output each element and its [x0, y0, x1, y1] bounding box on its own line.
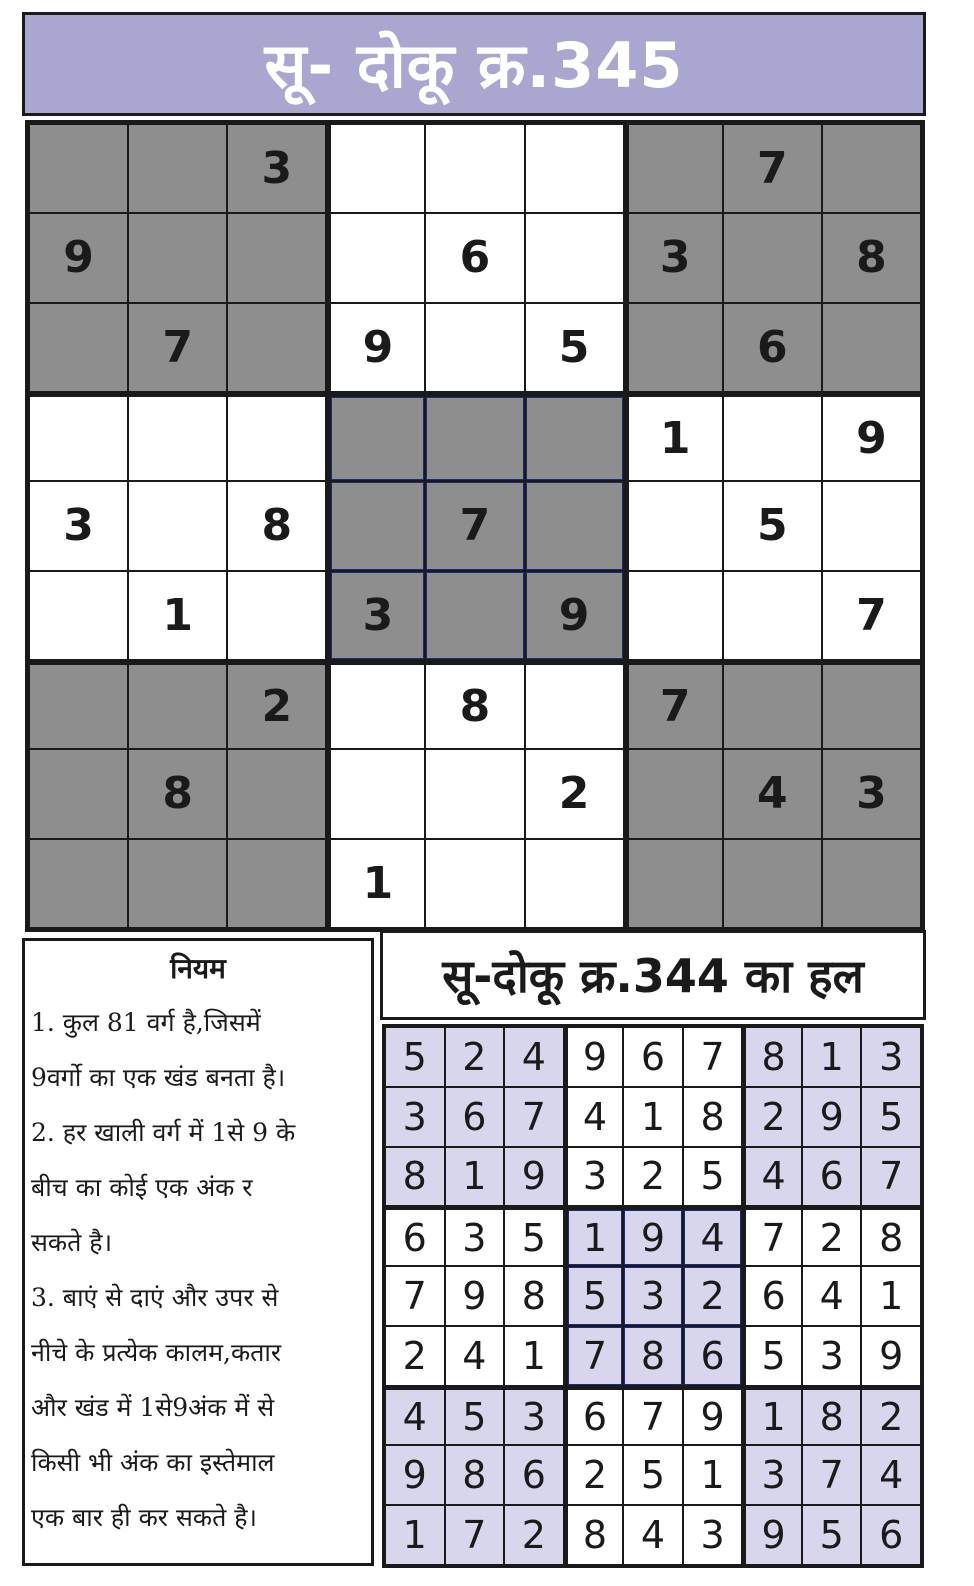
puzzle-cell[interactable] — [228, 397, 325, 480]
puzzle-cell[interactable] — [629, 125, 722, 212]
puzzle-cell: 6 — [724, 304, 821, 391]
solution-cell: 3 — [568, 1148, 623, 1206]
puzzle-cell[interactable] — [823, 125, 920, 212]
puzzle-cell: 4 — [724, 750, 821, 837]
puzzle-cell[interactable] — [629, 572, 722, 659]
puzzle-cell[interactable] — [30, 397, 127, 480]
solution-cell: 1 — [568, 1210, 623, 1265]
solution-cell: 8 — [803, 1390, 861, 1445]
solution-cell: 2 — [624, 1148, 682, 1206]
puzzle-cell[interactable] — [331, 750, 424, 837]
solution-cell: 9 — [446, 1267, 504, 1325]
puzzle-cell[interactable] — [30, 125, 127, 212]
puzzle-cell: 5 — [724, 482, 821, 569]
solution-cell: 8 — [568, 1506, 623, 1564]
solution-cell: 1 — [505, 1327, 563, 1385]
puzzle-cell[interactable] — [629, 750, 722, 837]
puzzle-cell: 3 — [629, 214, 722, 301]
solution-cell: 5 — [803, 1506, 861, 1564]
puzzle-cell: 3 — [228, 125, 325, 212]
rule-line: सकते है। — [31, 1228, 113, 1257]
puzzle-cell[interactable] — [526, 665, 623, 748]
solution-cell: 8 — [505, 1267, 563, 1325]
puzzle-cell[interactable] — [426, 840, 523, 927]
puzzle-cell[interactable] — [331, 125, 424, 212]
puzzle-cell: 9 — [30, 214, 127, 301]
solution-cell: 3 — [446, 1210, 504, 1265]
rule-line: नीचे के प्रत्येक कालम,कतार — [31, 1338, 282, 1367]
solution-cell: 1 — [746, 1390, 801, 1445]
puzzle-cell[interactable] — [228, 750, 325, 837]
solution-cell: 1 — [446, 1148, 504, 1206]
rule-line: 9वर्गो का एक खंड बनता है। — [31, 1063, 286, 1092]
puzzle-cell[interactable] — [526, 214, 623, 301]
solution-cell: 3 — [624, 1267, 682, 1325]
puzzle-cell: 7 — [629, 665, 722, 748]
solution-cell: 9 — [862, 1327, 920, 1385]
solution-cell: 5 — [862, 1088, 920, 1146]
puzzle-cell[interactable] — [629, 840, 722, 927]
solution-cell: 3 — [386, 1088, 444, 1146]
solution-cell: 9 — [505, 1148, 563, 1206]
puzzle-cell[interactable] — [129, 665, 226, 748]
puzzle-cell[interactable] — [228, 214, 325, 301]
solution-title: सू-दोकू क्र.344 का हल — [442, 949, 864, 1003]
solution-cell: 7 — [803, 1446, 861, 1504]
puzzle-cell[interactable] — [30, 750, 127, 837]
solution-cell: 6 — [684, 1327, 742, 1385]
solution-cell: 6 — [568, 1390, 623, 1445]
puzzle-cell: 9 — [526, 572, 623, 659]
puzzle-cell: 9 — [823, 397, 920, 480]
solution-cell: 9 — [386, 1446, 444, 1504]
rule-line: 3. बाएं से दाएं और उपर से — [31, 1283, 279, 1312]
puzzle-cell: 8 — [129, 750, 226, 837]
puzzle-cell[interactable] — [129, 840, 226, 927]
puzzle-cell[interactable] — [629, 482, 722, 569]
solution-cell: 4 — [505, 1028, 563, 1086]
sudoku-puzzle-grid — [25, 120, 925, 932]
solution-cell: 4 — [803, 1267, 861, 1325]
puzzle-cell[interactable] — [526, 125, 623, 212]
solution-cell: 3 — [684, 1506, 742, 1564]
puzzle-cell[interactable] — [526, 840, 623, 927]
puzzle-cell: 3 — [823, 750, 920, 837]
solution-cell: 5 — [684, 1148, 742, 1206]
solution-cell: 8 — [684, 1088, 742, 1146]
puzzle-cell[interactable] — [426, 397, 523, 480]
solution-cell: 4 — [624, 1506, 682, 1564]
puzzle-cell[interactable] — [426, 750, 523, 837]
puzzle-cell: 1 — [331, 840, 424, 927]
solution-cell: 1 — [862, 1267, 920, 1325]
solution-cell: 6 — [446, 1088, 504, 1146]
puzzle-cell[interactable] — [426, 125, 523, 212]
solution-title-box — [380, 930, 926, 1020]
solution-cell: 2 — [746, 1088, 801, 1146]
solution-cell: 7 — [624, 1390, 682, 1445]
solution-cell: 7 — [746, 1210, 801, 1265]
solution-cell: 4 — [446, 1327, 504, 1385]
solution-cell: 4 — [386, 1390, 444, 1445]
puzzle-cell[interactable] — [129, 482, 226, 569]
rule-line: बीच का कोई एक अंक र — [31, 1173, 253, 1202]
puzzle-cell[interactable] — [129, 397, 226, 480]
puzzle-cell[interactable] — [526, 397, 623, 480]
puzzle-cell: 1 — [629, 397, 722, 480]
puzzle-cell: 1 — [129, 572, 226, 659]
puzzle-cell: 3 — [30, 482, 127, 569]
solution-cell: 8 — [386, 1148, 444, 1206]
solution-cell: 1 — [624, 1088, 682, 1146]
solution-cell: 2 — [505, 1506, 563, 1564]
solution-cell: 5 — [386, 1028, 444, 1086]
solution-cell: 7 — [684, 1028, 742, 1086]
puzzle-cell[interactable] — [724, 214, 821, 301]
puzzle-cell[interactable] — [30, 665, 127, 748]
puzzle-cell[interactable] — [228, 304, 325, 391]
puzzle-cell: 8 — [426, 665, 523, 748]
solution-cell: 1 — [386, 1506, 444, 1564]
solution-cell: 2 — [568, 1446, 623, 1504]
solution-cell: 6 — [624, 1028, 682, 1086]
puzzle-cell: 8 — [228, 482, 325, 569]
puzzle-cell: 2 — [526, 750, 623, 837]
solution-cell: 2 — [803, 1210, 861, 1265]
solution-cell: 5 — [746, 1327, 801, 1385]
solution-cell: 6 — [505, 1446, 563, 1504]
solution-cell: 4 — [862, 1446, 920, 1504]
puzzle-cell[interactable] — [823, 840, 920, 927]
rule-line: किसी भी अंक का इस्तेमाल — [31, 1448, 275, 1477]
solution-cell: 8 — [624, 1327, 682, 1385]
solution-cell: 9 — [624, 1210, 682, 1265]
solution-cell: 7 — [862, 1148, 920, 1206]
solution-cell: 7 — [505, 1088, 563, 1146]
rule-line: और खंड में 1से9अंक में से — [31, 1393, 275, 1422]
solution-cell: 1 — [684, 1446, 742, 1504]
solution-cell: 5 — [505, 1210, 563, 1265]
puzzle-cell[interactable] — [724, 397, 821, 480]
puzzle-cell[interactable] — [724, 665, 821, 748]
puzzle-cell[interactable] — [129, 125, 226, 212]
solution-cell: 9 — [568, 1028, 623, 1086]
solution-cell: 5 — [568, 1267, 623, 1325]
puzzle-cell[interactable] — [228, 840, 325, 927]
puzzle-cell[interactable] — [30, 572, 127, 659]
solution-cell: 7 — [446, 1506, 504, 1564]
rule-line: 2. हर खाली वर्ग में 1से 9 के — [31, 1118, 296, 1147]
puzzle-cell[interactable] — [228, 572, 325, 659]
solution-cell: 8 — [746, 1028, 801, 1086]
puzzle-cell[interactable] — [426, 572, 523, 659]
puzzle-cell: 7 — [724, 125, 821, 212]
puzzle-cell[interactable] — [30, 840, 127, 927]
puzzle-cell: 6 — [426, 214, 523, 301]
puzzle-cell[interactable] — [526, 482, 623, 569]
rule-line: 1. कुल 81 वर्ग है,जिसमें — [31, 1008, 261, 1037]
puzzle-cell: 7 — [823, 572, 920, 659]
puzzle-cell[interactable] — [331, 214, 424, 301]
solution-cell: 9 — [803, 1088, 861, 1146]
puzzle-cell[interactable] — [30, 304, 127, 391]
puzzle-cell: 5 — [526, 304, 623, 391]
solution-cell: 2 — [386, 1327, 444, 1385]
solution-cell: 3 — [505, 1390, 563, 1445]
solution-cell: 5 — [624, 1446, 682, 1504]
solution-cell: 4 — [746, 1148, 801, 1206]
solution-cell: 2 — [446, 1028, 504, 1086]
solution-cell: 6 — [803, 1148, 861, 1206]
rule-line: एक बार ही कर सकते है। — [31, 1503, 258, 1532]
solution-cell: 5 — [446, 1390, 504, 1445]
solution-cell: 9 — [684, 1390, 742, 1445]
solution-cell: 8 — [862, 1210, 920, 1265]
puzzle-cell: 9 — [331, 304, 424, 391]
solution-cell: 3 — [746, 1446, 801, 1504]
puzzle-cell[interactable] — [331, 397, 424, 480]
puzzle-cell: 7 — [129, 304, 226, 391]
puzzle-cell[interactable] — [823, 665, 920, 748]
puzzle-cell[interactable] — [629, 304, 722, 391]
puzzle-title-bar — [22, 12, 926, 116]
puzzle-cell[interactable] — [129, 214, 226, 301]
puzzle-cell[interactable] — [724, 840, 821, 927]
puzzle-cell: 3 — [331, 572, 424, 659]
sudoku-solution-grid — [382, 1024, 924, 1568]
puzzle-cell[interactable] — [823, 304, 920, 391]
solution-cell: 3 — [862, 1028, 920, 1086]
puzzle-cell[interactable] — [724, 572, 821, 659]
solution-cell: 2 — [684, 1267, 742, 1325]
puzzle-cell[interactable] — [331, 482, 424, 569]
puzzle-cell[interactable] — [331, 665, 424, 748]
puzzle-cell[interactable] — [823, 482, 920, 569]
puzzle-cell[interactable] — [426, 304, 523, 391]
puzzle-title: सू- दोकू क्र.345 — [264, 29, 684, 102]
solution-cell: 3 — [803, 1327, 861, 1385]
solution-cell: 7 — [386, 1267, 444, 1325]
solution-cell: 4 — [568, 1088, 623, 1146]
solution-cell: 9 — [746, 1506, 801, 1564]
rules-heading: नियम — [170, 952, 226, 985]
solution-cell: 8 — [446, 1446, 504, 1504]
solution-cell: 2 — [862, 1390, 920, 1445]
puzzle-cell: 8 — [823, 214, 920, 301]
puzzle-cell: 2 — [228, 665, 325, 748]
solution-cell: 1 — [803, 1028, 861, 1086]
solution-cell: 6 — [862, 1506, 920, 1564]
solution-cell: 4 — [684, 1210, 742, 1265]
solution-cell: 7 — [568, 1327, 623, 1385]
rules-box — [22, 938, 374, 1566]
puzzle-cell: 7 — [426, 482, 523, 569]
solution-cell: 6 — [746, 1267, 801, 1325]
solution-cell: 6 — [386, 1210, 444, 1265]
